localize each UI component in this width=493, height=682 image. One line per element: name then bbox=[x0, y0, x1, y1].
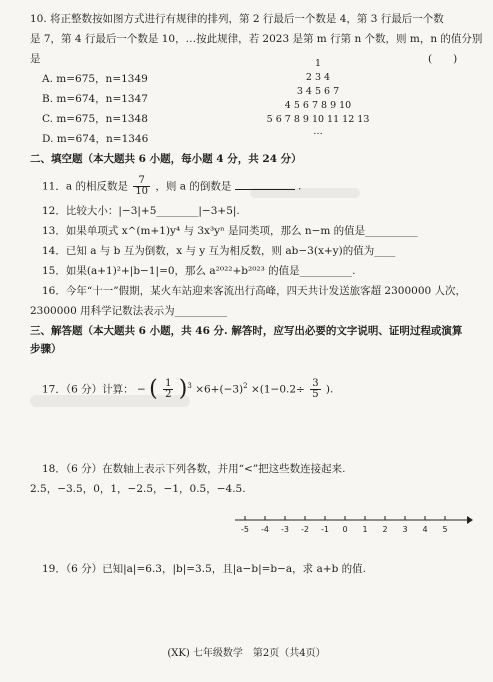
q17-frac-num: 1 bbox=[165, 378, 172, 389]
q17-paren-open: ( bbox=[149, 376, 158, 402]
q16-line2: 2300000 用科学记数法表示为__________ bbox=[30, 305, 228, 317]
number-line-tick-label: -5 bbox=[241, 525, 249, 534]
q10-answer-paren: ( ) bbox=[428, 53, 458, 65]
q17-label: 17．（6 分）计算： bbox=[42, 383, 134, 396]
q15: 15．如果(a+1)²+|b−1|=0，那么 a²⁰²²+b²⁰²³ 的值是__________. bbox=[42, 265, 356, 277]
number-line-tick-label: 3 bbox=[402, 525, 408, 534]
q11 bbox=[42, 176, 301, 197]
number-line-tick-label: -4 bbox=[261, 525, 269, 534]
triangle-row-4: 4 5 6 7 8 9 10 bbox=[284, 100, 352, 111]
q11-frac-den: 10 bbox=[135, 186, 149, 197]
page-footer: (XK) 七年级数学 第2页（共4页） bbox=[167, 648, 326, 659]
number-line-tick-label: -1 bbox=[321, 525, 329, 534]
triangle-row-2: 2 3 4 bbox=[305, 72, 331, 83]
q11-text-c: . bbox=[298, 180, 302, 193]
number-line-tick-label: 5 bbox=[442, 525, 448, 534]
number-line[interactable] bbox=[233, 510, 473, 540]
q17-expr-c: ×(1−0.2÷ bbox=[250, 383, 305, 396]
q17-paren-close: ) bbox=[178, 376, 188, 402]
number-line-tick-label: 0 bbox=[342, 525, 348, 534]
number-line-tick-label: 4 bbox=[422, 525, 428, 534]
q10-option-b: B. m=674，n=1347 bbox=[42, 93, 148, 105]
section3-title-line1: 三、解答题（本大题共 6 小题，共 46 分. 解答时，应写出必要的文字说明、证明过程或演算 bbox=[30, 325, 463, 337]
q17-fraction-half bbox=[163, 379, 173, 400]
triangle-row-1: 1 bbox=[314, 58, 322, 69]
q11-text-a: 11．a 的相反数是 bbox=[42, 180, 128, 193]
q10-option-a: A. m=675，n=1349 bbox=[42, 73, 148, 85]
q17-frac2-num: 3 bbox=[312, 378, 319, 389]
number-line-ticks bbox=[241, 516, 448, 534]
q12: 12．比较大小：|−3|+5________|−3+5|. bbox=[42, 205, 240, 217]
section3-title-line2: 步骤） bbox=[30, 343, 62, 355]
triangle-row-5: 5 6 7 8 9 10 11 12 13 bbox=[266, 114, 370, 125]
q10-line1: 10. 将正整数按如图方式进行有规律的排列，第 2 行最后一个数是 4，第 3 行最后一个数 bbox=[30, 13, 444, 25]
q10-line2: 是 7，第 4 行最后一个数是 10，…按此规律，若 2023 是第 m 行第 n 个数，则 m，n 的值分别 bbox=[30, 33, 483, 45]
number-line-tick-label: 2 bbox=[382, 525, 388, 534]
q10-option-d: D. m=674，n=1346 bbox=[42, 133, 149, 145]
q11-frac-num: 7 bbox=[133, 176, 150, 187]
q17-frac-den: 2 bbox=[165, 389, 172, 400]
q17-exponent-1: 3 bbox=[187, 382, 192, 390]
q16-line1: 16．今年“十一”假期，某火车站迎来客流出行高峰，四天共计发送旅客超 2300000 人次， bbox=[42, 285, 467, 297]
section2-title: 二、填空题（本大题共 6 小题，每小题 4 分，共 24 分） bbox=[30, 153, 302, 165]
q11-blank[interactable] bbox=[235, 179, 295, 190]
number-line-tick-label: 1 bbox=[362, 525, 368, 534]
q17 bbox=[42, 372, 333, 400]
triangle-row-3: 3 4 5 6 7 bbox=[296, 86, 340, 97]
q13: 13．如果单项式 x^(m+1)y⁴ 与 3x³yⁿ 是同类项，那么 n−m 的值是__________ bbox=[42, 225, 418, 237]
q11-fraction bbox=[133, 176, 150, 197]
q17-exponent-2: 2 bbox=[243, 382, 248, 390]
q14: 14．已知 a 与 b 互为倒数，x 与 y 互为相反数，则 ab−3(x+y)的值为____ bbox=[42, 245, 396, 257]
q10-option-c: C. m=675，n=1348 bbox=[42, 113, 148, 125]
q18-line2: 2.5，−3.5，0，1，−2.5，−1，0.5，−4.5. bbox=[30, 483, 246, 495]
q17-minus: − bbox=[136, 383, 146, 396]
q17-expr-d: ). bbox=[325, 383, 334, 396]
number-line-tick-label: -3 bbox=[281, 525, 289, 534]
q10-line3: 是 bbox=[30, 53, 41, 65]
number-line-arrow bbox=[467, 516, 473, 524]
q17-frac2-den: 5 bbox=[312, 389, 319, 400]
triangle-row-6: … bbox=[313, 126, 323, 137]
q17-expr-b: ×6+(−3) bbox=[195, 383, 244, 396]
q18-line1: 18．（6 分）在数轴上表示下列各数，并用“<”把这些数连接起来. bbox=[42, 463, 346, 475]
q11-text-b: ，则 a 的倒数是 bbox=[155, 180, 232, 193]
q19: 19．（6 分）已知|a|=6.3，|b|=3.5，且|a−b|=b−a，求 a+b 的值. bbox=[42, 563, 366, 575]
q17-fraction-3-5 bbox=[310, 379, 320, 400]
number-line-tick-label: -2 bbox=[301, 525, 309, 534]
